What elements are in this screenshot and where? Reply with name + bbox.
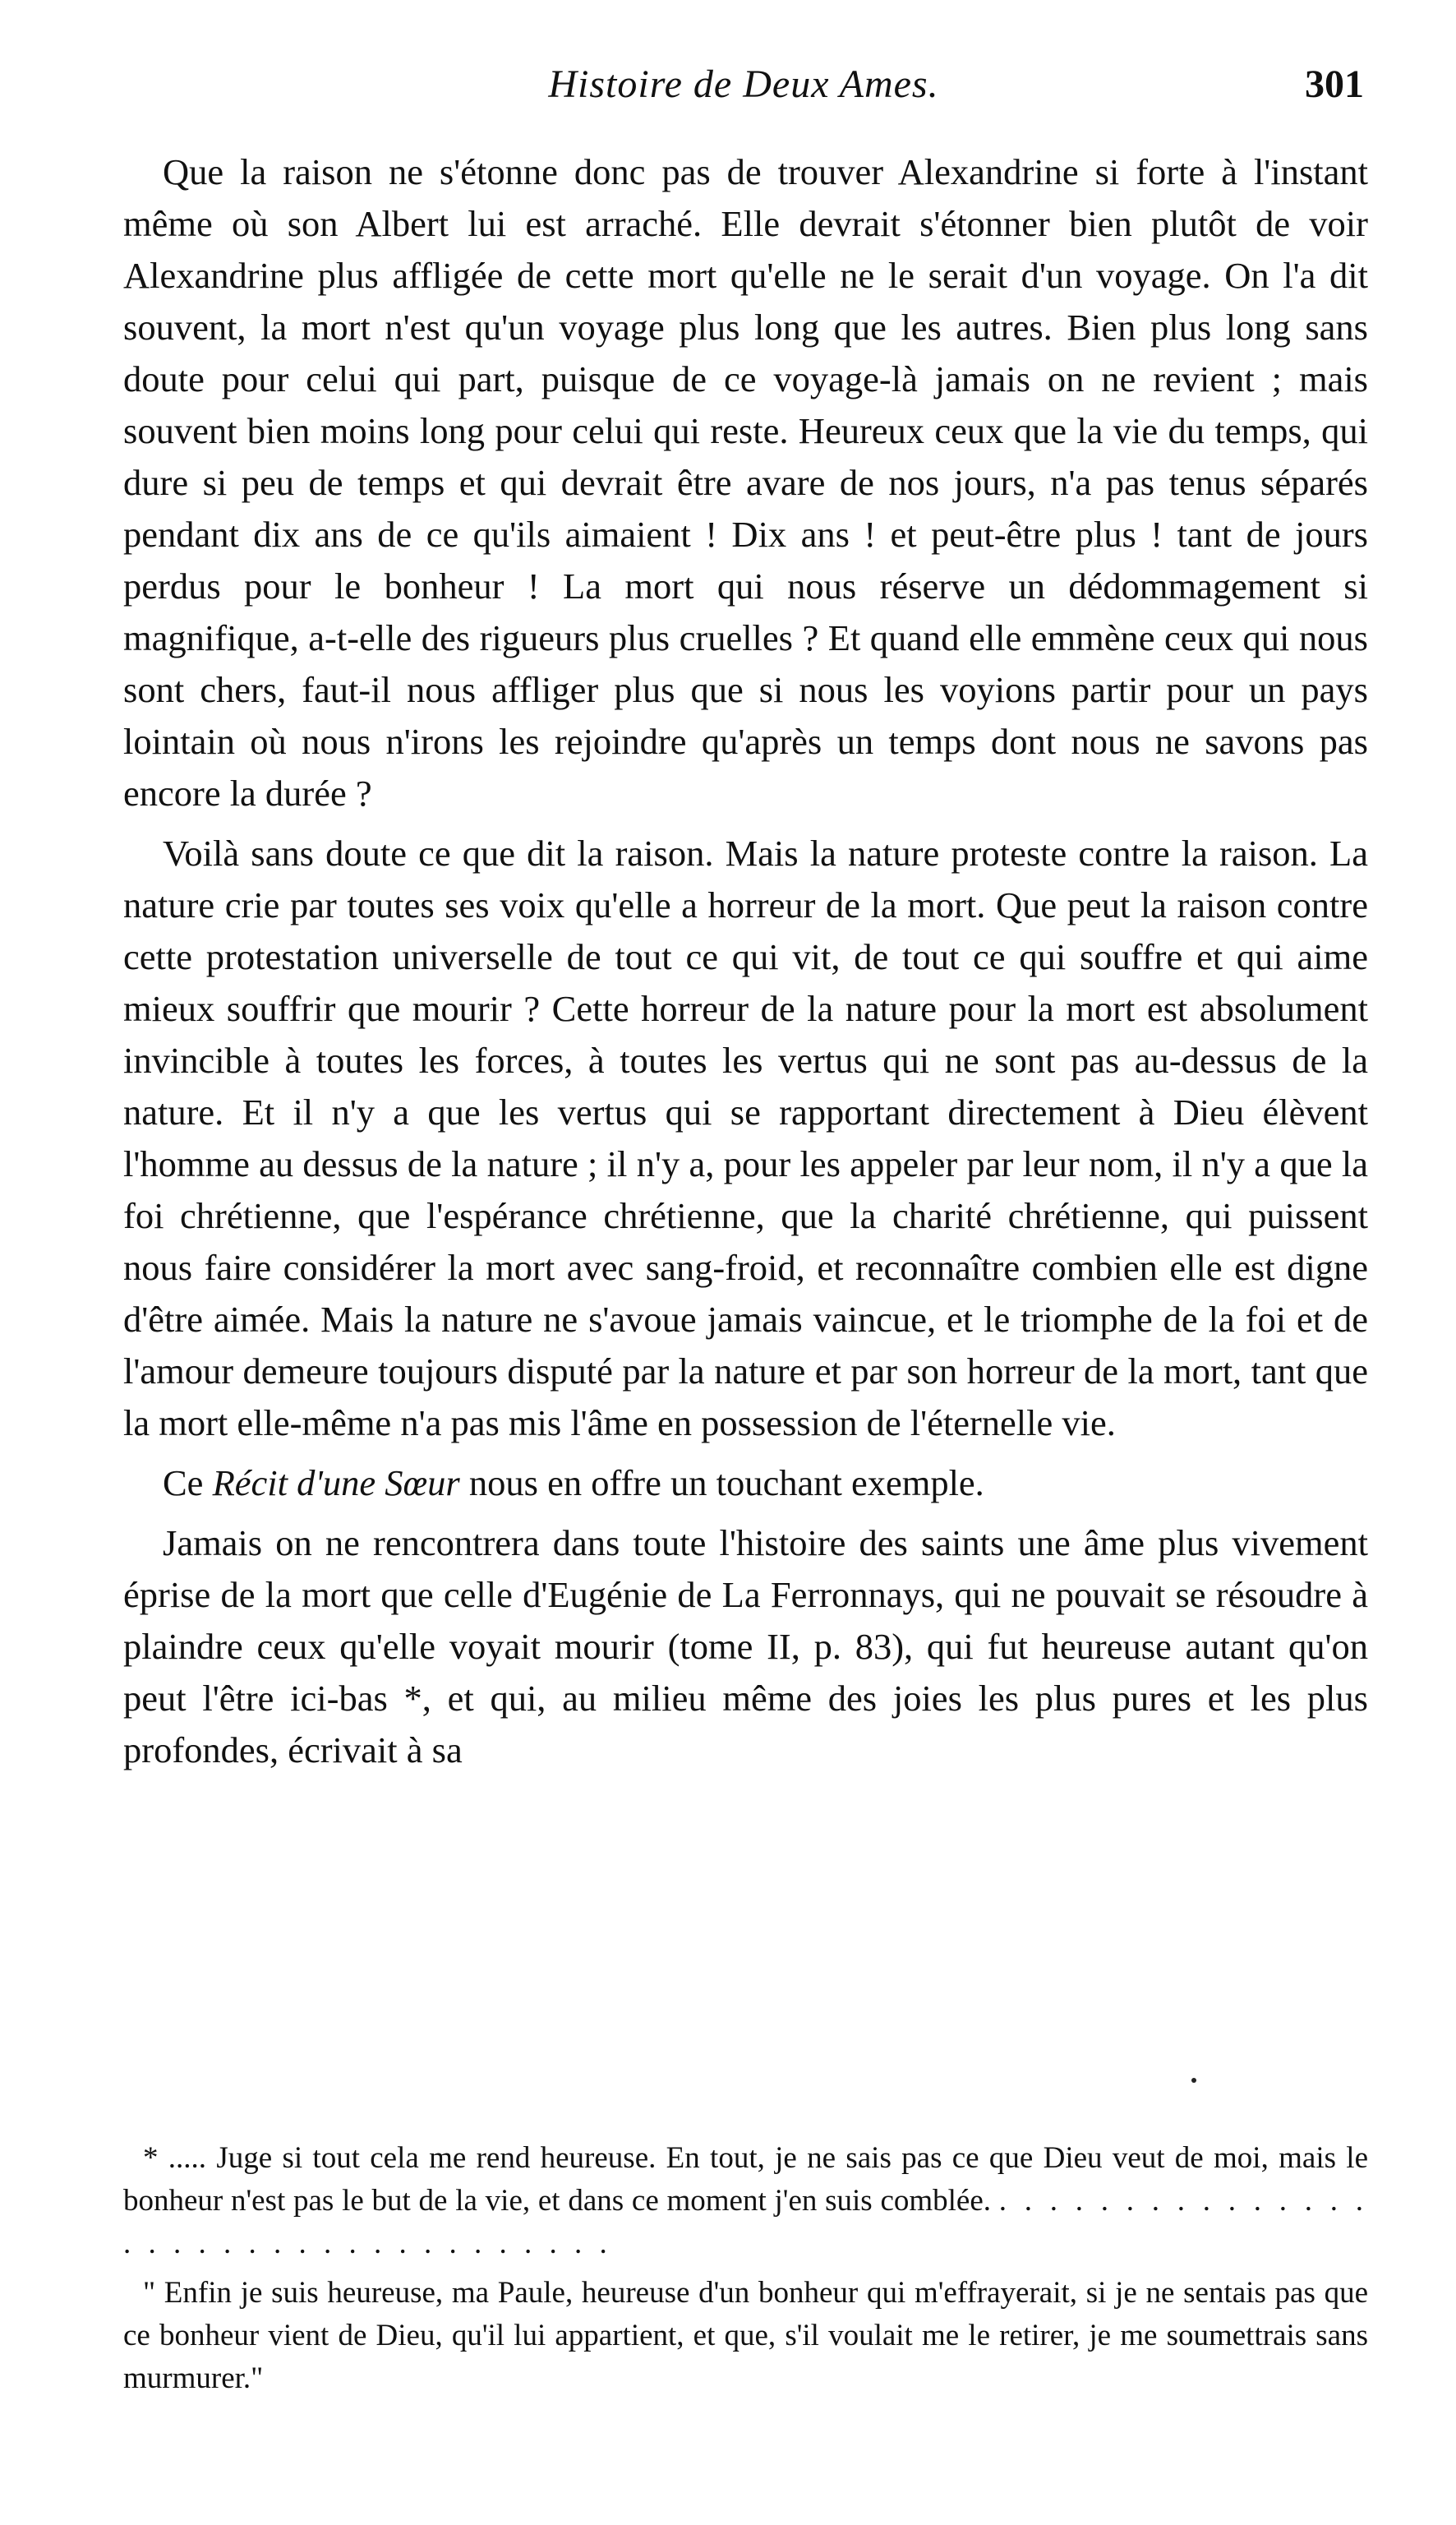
paragraph-4: Jamais on ne rencontrera dans toute l'histoire des saints une âme plus vivement éprise de la mort que celle d'Eugénie de La Ferronnays, qui ne pouvait se résoudre à plaindre ceux qu'elle voyait mourir (tome II, p. 83), qui fut heureuse autant qu'on peut l'être ici-bas *, et qui, au milieu même des joies les plus pures et les plus profondes, écrivait à sa [123, 1522, 1368, 1770]
paragraph-3-prefix: Ce [163, 1462, 213, 1503]
paragraph-2: Voilà sans doute ce que dit la raison. Mais la nature proteste contre la raison. La nature crie par toutes ses voix qu'elle a horreur de la mort. Que peut la raison contre cette protestation universelle de tout ce qui vit, de tout ce qui souffre et qui aime mieux souffrir que mourir ? Cette horreur de la nature pour la mort est absolument invincible à toutes les forces, à toutes les vertus qui ne sont pas au-dessus de la nature. Et il n'y a que les vertus qui se rapportant directement à Dieu élèvent l'homme au dessus de la nature ; il n'y a, pour les appeler par leur nom, il n'y a que la foi chrétienne, que l'espérance chrétienne, que la charité chrétienne, qui puissent nous faire considérer la mort avec sang-froid, et reconnaître combien elle est digne d'être aimée. Mais la nature ne s'avoue jamais vaincue, et le triomphe de la foi et de l'amour demeure toujours disputé par la nature et par son horreur de la mort, tant que la mort elle-même n'a pas mis l'âme en possession de l'éternelle vie. [123, 833, 1368, 1443]
paragraph-1: Que la raison ne s'étonne donc pas de trouver Alexandrine si forte à l'instant même où son Albert lui est arraché. Elle devrait s'étonner bien plutôt de voir Alexandrine plus affligée de cette mort qu'elle ne le serait d'un voyage. On l'a dit souvent, la mort n'est qu'un voyage plus long que les autres. Bien plus long sans doute pour celui qui part, puisque de ce voyage-là jamais on ne revient ; mais souvent bien moins long pour celui qui reste. Heureux ceux que la vie du temps, qui dure si peu de temps et qui devrait être avare de nos jours, n'a pas tenus séparés pendant dix ans de ce qu'ils aimaient ! Dix ans ! et peut-être plus ! tant de jours perdus pour le bonheur ! La mort qui nous réserve un dédommagement si magnifique, a-t-elle des rigueurs plus cruelles ? Et quand elle emmène ceux qui nous sont chers, faut-il nous affliger plus que si nous les voyions partir pour un pays lointain où nous n'irons les rejoindre qu'après un temps dont nous ne savons pas encore la durée ? [123, 151, 1368, 814]
separator-dot [1191, 2078, 1196, 2083]
paragraph-3 [123, 1457, 1368, 1509]
footnote [123, 2137, 1368, 2400]
book-title-italic: Récit d'une Sœur [212, 1462, 460, 1503]
running-head [123, 56, 1364, 113]
footnote-dots: . . . . . . . . . . . . . . . . . . . . . . . . . . . . . . . . . . . [123, 2184, 1369, 2260]
footnote-line-1 [123, 2137, 1368, 2265]
running-title: Histoire de Deux Ames. [548, 62, 939, 106]
page-number: 301 [1305, 62, 1364, 106]
footnote-text-1: * ..... Juge si tout cela me rend heureuse. En tout, je ne sais pas ce que Dieu veut de moi, mais le bonheur n'est pas le but de la vie, et dans ce moment j'en suis comblée. [123, 2141, 1368, 2218]
paragraph-3-suffix: nous en offre un touchant exemple. [459, 1462, 984, 1503]
footnote-line-2: " Enfin je suis heureuse, ma Paule, heureuse d'un bonheur qui m'effrayerait, si je ne sentais pas que ce bonheur vient de Dieu, qu'il lui appartient, et que, s'il voulait me le retirer, je me soumettrais sans murmurer." [123, 2276, 1368, 2395]
body-text [123, 146, 1368, 1776]
